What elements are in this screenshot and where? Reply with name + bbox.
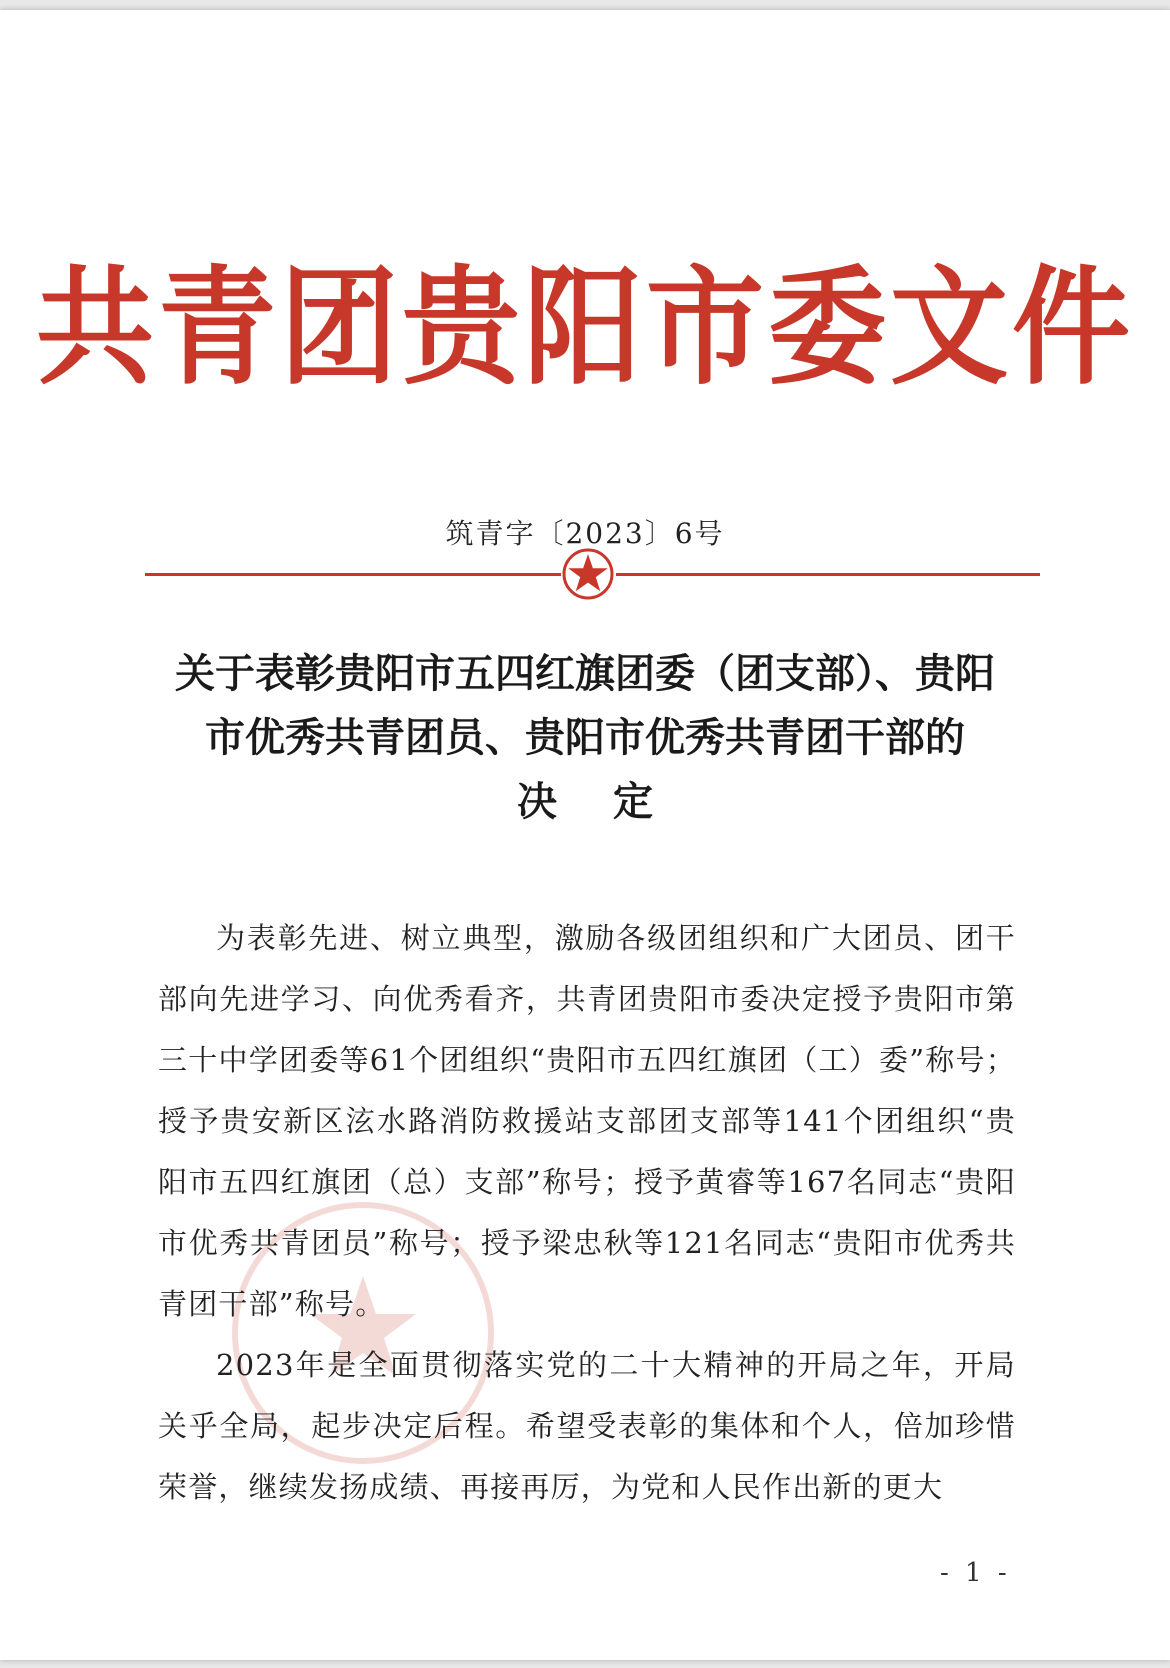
red-divider-left xyxy=(145,573,561,576)
document-body xyxy=(158,908,1016,1518)
document-title xyxy=(140,642,1030,834)
red-divider-right xyxy=(616,573,1040,576)
body-paragraph-2: 2023年是全面贯彻落实党的二十大精神的开局之年，开局关乎全局，起步决定后程。希望受表彰的集体和个人，倍加珍惜荣誉，继续发扬成绩、再接再厉，为党和人民作出新的更大 xyxy=(158,1348,1016,1504)
title-line-1: 关于表彰贵阳市五四红旗团委（团支部）、贵阳 xyxy=(175,651,995,697)
red-star-icon xyxy=(561,547,615,601)
title-line-2: 市优秀共青团员、贵阳市优秀共青团干部的 xyxy=(205,715,965,761)
document-page xyxy=(0,10,1170,1660)
page-number: - 1 - xyxy=(940,1558,1011,1588)
title-line-3: 决定 xyxy=(517,779,709,825)
issuing-authority-header: 共青团贵阳市委文件 xyxy=(35,251,1134,402)
document-number: 筑青字〔2023〕6号 xyxy=(445,517,725,550)
body-paragraph-1: 为表彰先进、树立典型，激励各级团组织和广大团员、团干部向先进学习、向优秀看齐，共青团贵阳市委决定授予贵阳市第三十中学团委等61个团组织“贵阳市五四红旗团（工）委”称号；授予贵安新区泫水路消防救援站支部团支部等141个团组织“贵阳市五四红旗团（总）支部”称号；授予黄睿等167名同志“贵阳市优秀共青团员”称号；授予梁忠秋等121名同志“贵阳市优秀共青团干部”称号。 xyxy=(158,921,1016,1321)
